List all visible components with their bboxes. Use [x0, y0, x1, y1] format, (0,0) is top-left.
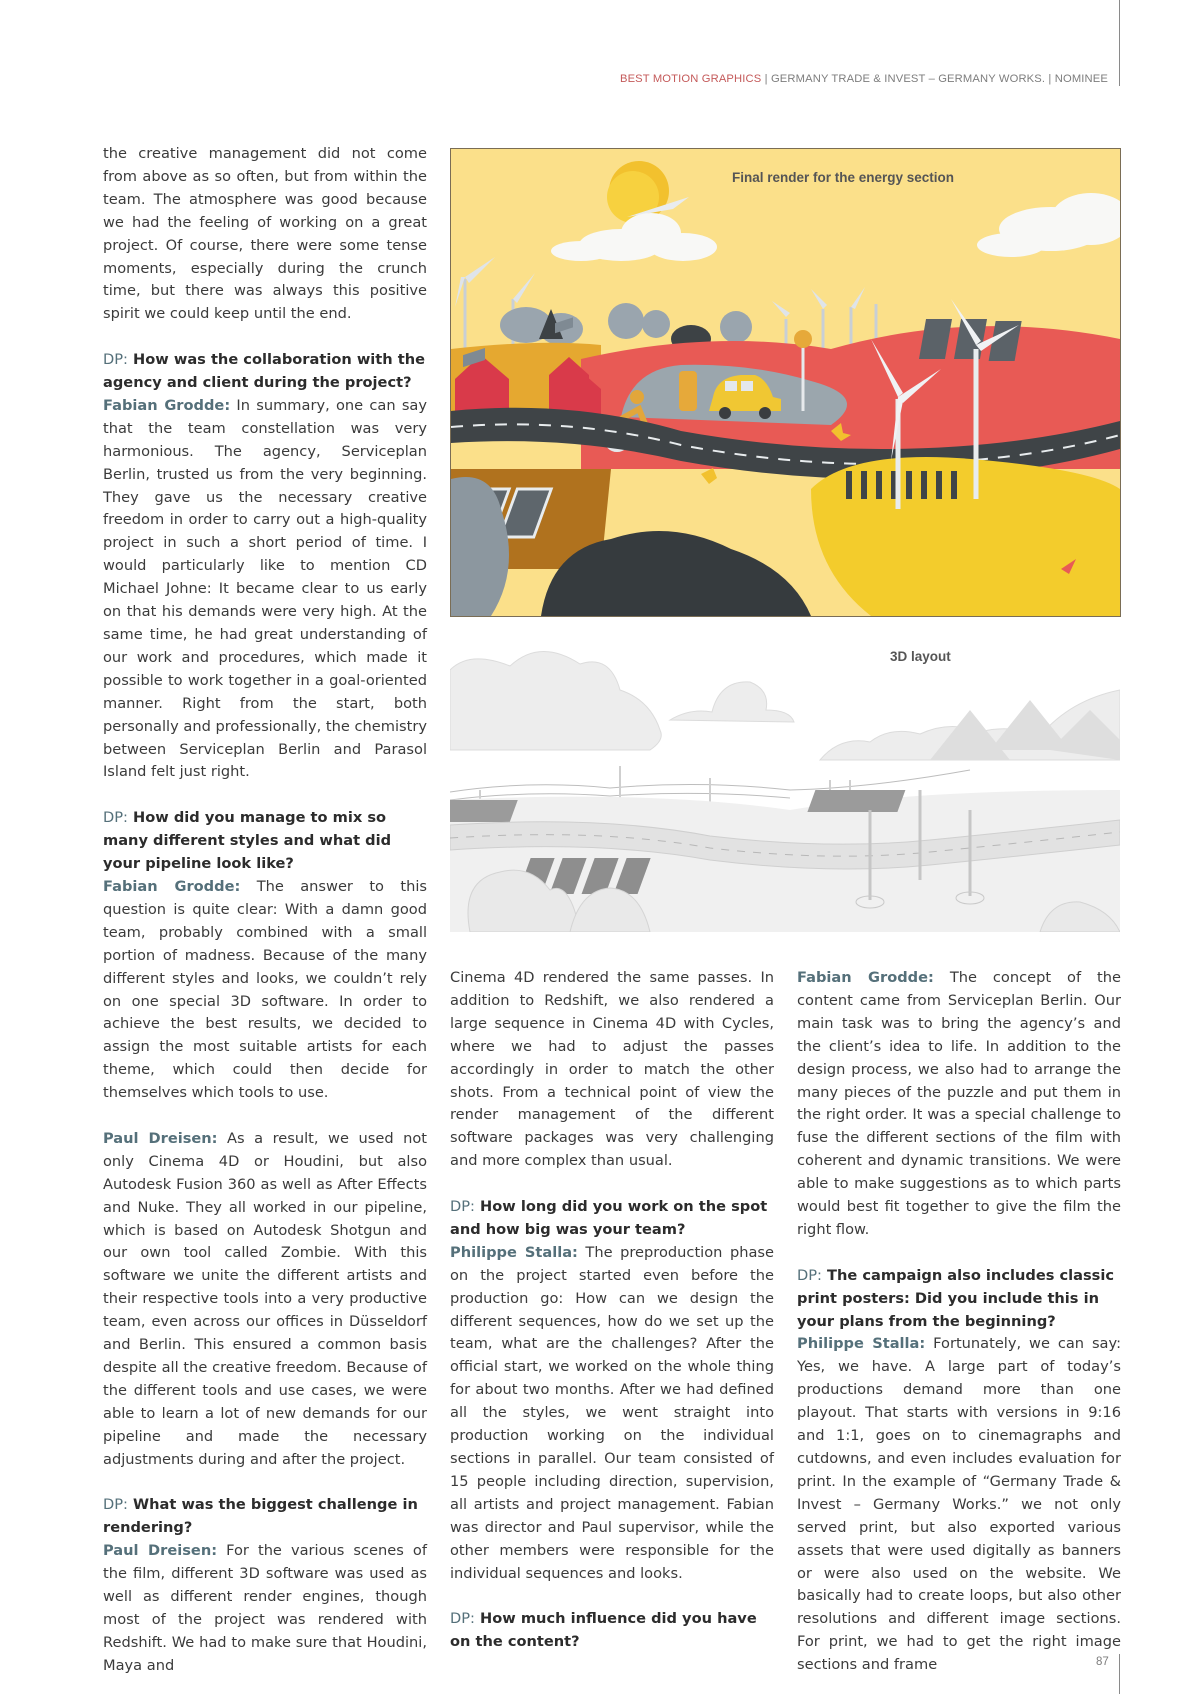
answer-text: As a result, we used not only Cinema 4D or Houdini, but also Autodesk Fusion 360 as well as After Effects and Nuke. They all worked in our pipeline, which is based on Autodesk Shotgun and our own tool called Zombie. With this software we unite the different artists and their respective tools into a very productive team, even across our offices in Düsseldorf and Berlin. This ensured a common basis despite all the creative freedom. Because of the different tools and use cases, we were able to learn a lot of new demands for our pipeline and made the necessary adjustments during and after the project.	[103, 1129, 427, 1468]
speaker-name: Philippe Stalla:	[450, 1243, 578, 1261]
speaker-name: Fabian Grodde:	[797, 969, 934, 986]
answer-text: For the various scenes of the film, different 3D software was used as well as different render engines, though most of the project was rendered with Redshift. We had to make sure that Houdini, Maya and	[103, 1542, 427, 1674]
3d-layout-illustration	[450, 640, 1120, 932]
speaker-name: Fabian Grodde:	[103, 396, 231, 414]
interview-answer	[103, 876, 427, 1105]
header-category: BEST MOTION GRAPHICS	[619, 73, 762, 85]
interview-question	[797, 1265, 1121, 1334]
question-text: How did you manage to mix so many different styles and what did your pipeline look like?	[103, 809, 392, 873]
speaker-name: Philippe Stalla:	[797, 1335, 926, 1353]
question-text: The campaign also includes classic print posters: Did you include this in your plans from the beginning?	[797, 1266, 1115, 1330]
final-render-image	[450, 148, 1121, 617]
header-title: GERMANY TRADE & INVEST – GERMANY WORKS.	[770, 73, 1046, 85]
header-separator: |	[1045, 73, 1055, 85]
question-prefix: DP:	[450, 1198, 475, 1216]
question-text: How was the collaboration with the agency and client during the project?	[103, 351, 426, 392]
article-column-1	[103, 143, 427, 1678]
answer-text: Fortunately, we can say: Yes, we have. A large part of today’s productions demand more than one playout. That starts with versions in 9:16 and 1:1, goes on to cinemagraphs and cutdowns, and even includes evaluation for print. In the example of “Germany Trade & Invest – Germany Works.” we not only served print, but also exported various assets that were used digitally as banners or were also used on the website. We basically had to create loops, but also other resolutions and different image sections. For print, we had to get the right image sections and frame	[797, 1335, 1121, 1674]
speaker-name: Paul Dreisen:	[103, 1129, 218, 1147]
interview-question	[450, 1608, 774, 1654]
article-column-3	[797, 967, 1121, 1677]
answer-text: The answer to this question is quite clear: With a damn good team, probably combined with a small portion of madness. Because of the many different styles and looks, we couldn’t rely on one special 3D software. In order to achieve the best results, we decided to assign the most suitable artists for each theme, which could then decide for themselves which tools to use.	[103, 877, 427, 1102]
layout-caption: 3D layout	[890, 649, 951, 664]
render-caption: Final render for the energy section	[732, 170, 955, 185]
paragraph: the creative management did not come from above as so often, but from within the team. The atmosphere was good because we had the feeling of working on a great project. Of course, there were some tense moments, especially during the crunch time, but there was always this positive spirit we could keep until the end.	[103, 145, 427, 323]
article-column-2	[450, 967, 774, 1654]
interview-answer	[103, 395, 427, 784]
interview-question	[450, 1196, 774, 1242]
header-separator: |	[761, 73, 771, 85]
interview-answer	[103, 1128, 427, 1472]
answer-text: In summary, one can say that the team constellation was very harmonious. The agency, Serviceplan Berlin, trusted us from the very beginning. They gave us the necessary creative freedom in order to carry out a high-quality project in such a short period of time. I would particularly like to mention CD Michael Johne: It became clear to us early on that his demands were very high. At the same time, he had great understanding of our work and procedures, which made it possible to work together in a goal-oriented manner. Right from the start, both personally and professionally, the chemistry between Serviceplan Berlin and Parasol Island felt just right.	[103, 396, 427, 781]
interview-question	[103, 349, 427, 395]
interview-question	[103, 807, 427, 876]
interview-answer	[103, 1540, 427, 1677]
paragraph: Cinema 4D rendered the same passes. In addition to Redshift, we also rendered a large sequence in Cinema 4D with Cycles, where we had to adjust the passes accordingly in order to match the other shots. From a technical point of view the render management of the different software packages was very challenging and more complex than usual.	[450, 969, 774, 1170]
header-divider	[1119, 0, 1120, 86]
speaker-name: Fabian Grodde:	[103, 877, 241, 895]
energy-landscape-illustration	[451, 149, 1120, 616]
page-number: 87	[1096, 1656, 1109, 1668]
question-text: How long did you work on the spot and how big was your team?	[450, 1198, 768, 1238]
interview-answer	[797, 967, 1121, 1242]
speaker-name: Paul Dreisen:	[103, 1542, 218, 1560]
question-text: How much influence did you have on the content?	[450, 1610, 757, 1651]
footer-divider	[1119, 1654, 1120, 1694]
question-prefix: DP:	[103, 809, 128, 827]
running-header	[620, 73, 1108, 85]
question-prefix: DP:	[450, 1610, 475, 1628]
3d-layout-image	[450, 640, 1120, 932]
question-prefix: DP:	[103, 1496, 128, 1514]
answer-text: The concept of the content came from Serviceplan Berlin. Our main task was to bring the agency’s and the client’s idea to life. In addition to the design process, we also had to arrange the many pieces of the puzzle and put them in the right order. It was a special challenge to fuse the different sections of the film with coherent and dynamic transitions. We were able to make suggestions as to which parts would best fit together to give the film the right flow.	[797, 969, 1122, 1238]
header-status: NOMINEE	[1054, 73, 1108, 85]
question-prefix: DP:	[103, 351, 128, 369]
question-prefix: DP:	[797, 1266, 822, 1284]
answer-text: The preproduction phase on the project started even before the production go: How can we design the different sequences, how do we set up the team, what are the challenges? After the official start, we worked on the whole thing for about two months. After we had defined all the styles, we went straight into production working on the individual sections in parallel. Our team consisted of 15 people including direction, supervision, all artists and project management. Fabian was director and Paul supervisor, while the other members were responsible for the individual sequences and looks.	[450, 1243, 774, 1582]
interview-answer	[450, 1242, 774, 1586]
interview-question	[103, 1494, 427, 1540]
question-text: What was the biggest challenge in rendering?	[103, 1496, 418, 1537]
interview-answer	[797, 1333, 1121, 1677]
